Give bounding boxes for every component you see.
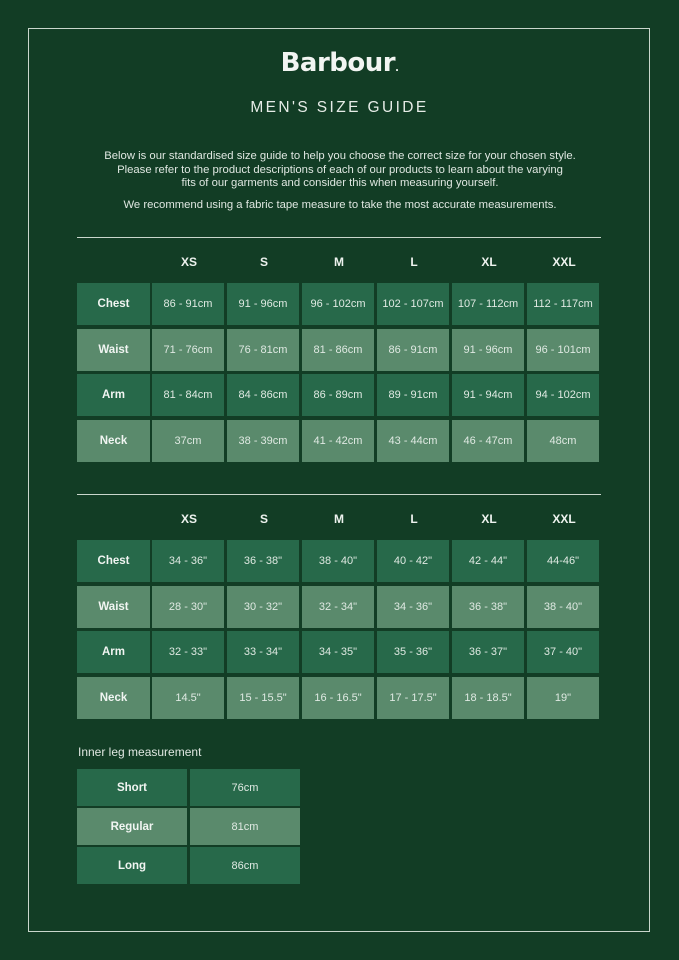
size-header-l: L [410, 512, 418, 526]
table-cell: 91 - 96cm [227, 283, 299, 325]
table-cell: 44-46" [527, 540, 599, 582]
table-cell: 86 - 91cm [152, 283, 224, 325]
intro-line: fits of our garments and consider this when measuring yourself. [181, 177, 499, 189]
table-cell: 40 - 42" [377, 540, 449, 582]
row-label-arm: Arm [77, 631, 150, 673]
table-cell: 91 - 96cm [452, 329, 524, 371]
table-cell: 84 - 86cm [227, 374, 299, 416]
table-cell: 38 - 39cm [227, 420, 299, 462]
table-cell: 41 - 42cm [302, 420, 374, 462]
table-cell: 86 - 89cm [302, 374, 374, 416]
table-cell: 94 - 102cm [527, 374, 599, 416]
size-header-xs: XS [180, 255, 197, 269]
table-cell: 33 - 34" [227, 631, 299, 673]
table-cell: 18 - 18.5" [452, 677, 524, 719]
table-cell: 38 - 40" [302, 540, 374, 582]
table-cell: 86 - 91cm [377, 329, 449, 371]
size-header-cm [0, 255, 679, 271]
table-cell: 102 - 107cm [377, 283, 449, 325]
intro-line: Below is our standardised size guide to help you choose the correct size for your chosen style. [104, 150, 576, 162]
table-cell: 91 - 94cm [452, 374, 524, 416]
table-cell: 42 - 44" [452, 540, 524, 582]
table-cell: 96 - 101cm [527, 329, 599, 371]
size-header-xl: XL [481, 255, 497, 269]
table-cell: 36 - 38" [452, 586, 524, 628]
table-cell: 32 - 34" [302, 586, 374, 628]
table-cell: 112 - 117cm [527, 283, 599, 325]
table-cell: 46 - 47cm [452, 420, 524, 462]
size-header-inch [0, 512, 679, 528]
row-label-neck: Neck [77, 677, 150, 719]
size-header-xl: XL [481, 512, 497, 526]
inner-leg-label-short: Short [77, 769, 187, 806]
table-cell: 96 - 102cm [302, 283, 374, 325]
table-cell: 15 - 15.5" [227, 677, 299, 719]
table-cell: 28 - 30" [152, 586, 224, 628]
table-cell: 81 - 84cm [152, 374, 224, 416]
intro-line: Please refer to the product descriptions of each of our products to learn about the varying [117, 163, 563, 176]
size-header-l: L [410, 255, 418, 269]
brand-logo: Barbour. [280, 48, 399, 78]
table-cell: 71 - 76cm [152, 329, 224, 371]
table-cell: 107 - 112cm [452, 283, 524, 325]
row-label-chest: Chest [77, 540, 150, 582]
size-header-xs: XS [180, 512, 197, 526]
table-cell: 43 - 44cm [377, 420, 449, 462]
table-cell: 38 - 40" [527, 586, 599, 628]
divider-inch [77, 494, 601, 495]
inner-leg-label: Inner leg measurement [78, 745, 202, 759]
table-cell: 19" [527, 677, 599, 719]
table-cell: 76 - 81cm [227, 329, 299, 371]
table-cell: 48cm [527, 420, 599, 462]
row-label-neck: Neck [77, 420, 150, 462]
table-cell: 37 - 40" [527, 631, 599, 673]
size-header-s: S [259, 255, 268, 269]
table-cell: 30 - 32" [227, 586, 299, 628]
inner-leg-value: 81cm [190, 808, 300, 845]
table-cell: 81 - 86cm [302, 329, 374, 371]
table-cell: 17 - 17.5" [377, 677, 449, 719]
table-cell: 35 - 36" [377, 631, 449, 673]
table-cell: 14.5" [152, 677, 224, 719]
table-cell: 32 - 33" [152, 631, 224, 673]
inner-leg-label-long: Long [77, 847, 187, 884]
size-header-m: M [334, 255, 344, 269]
size-header-xxl: XXL [552, 512, 576, 526]
intro-line: We recommend using a fabric tape measure to take the most accurate measurements. [123, 198, 557, 211]
row-label-waist: Waist [77, 329, 150, 371]
table-cell: 34 - 36" [377, 586, 449, 628]
table-cell: 34 - 36" [152, 540, 224, 582]
inner-leg-label-regular: Regular [77, 808, 187, 845]
row-label-chest: Chest [77, 283, 150, 325]
table-cell: 37cm [152, 420, 224, 462]
divider-cm [77, 237, 601, 238]
inner-leg-value: 76cm [190, 769, 300, 806]
page-title: MEN'S SIZE GUIDE [250, 99, 429, 116]
row-label-waist: Waist [77, 586, 150, 628]
table-cell: 36 - 38" [227, 540, 299, 582]
size-header-s: S [259, 512, 268, 526]
inner-leg-value: 86cm [190, 847, 300, 884]
row-label-arm: Arm [77, 374, 150, 416]
table-cell: 89 - 91cm [377, 374, 449, 416]
intro-text [80, 150, 600, 212]
size-header-m: M [334, 512, 344, 526]
table-cell: 16 - 16.5" [302, 677, 374, 719]
size-header-xxl: XXL [552, 255, 576, 269]
table-cell: 36 - 37" [452, 631, 524, 673]
table-cell: 34 - 35" [302, 631, 374, 673]
